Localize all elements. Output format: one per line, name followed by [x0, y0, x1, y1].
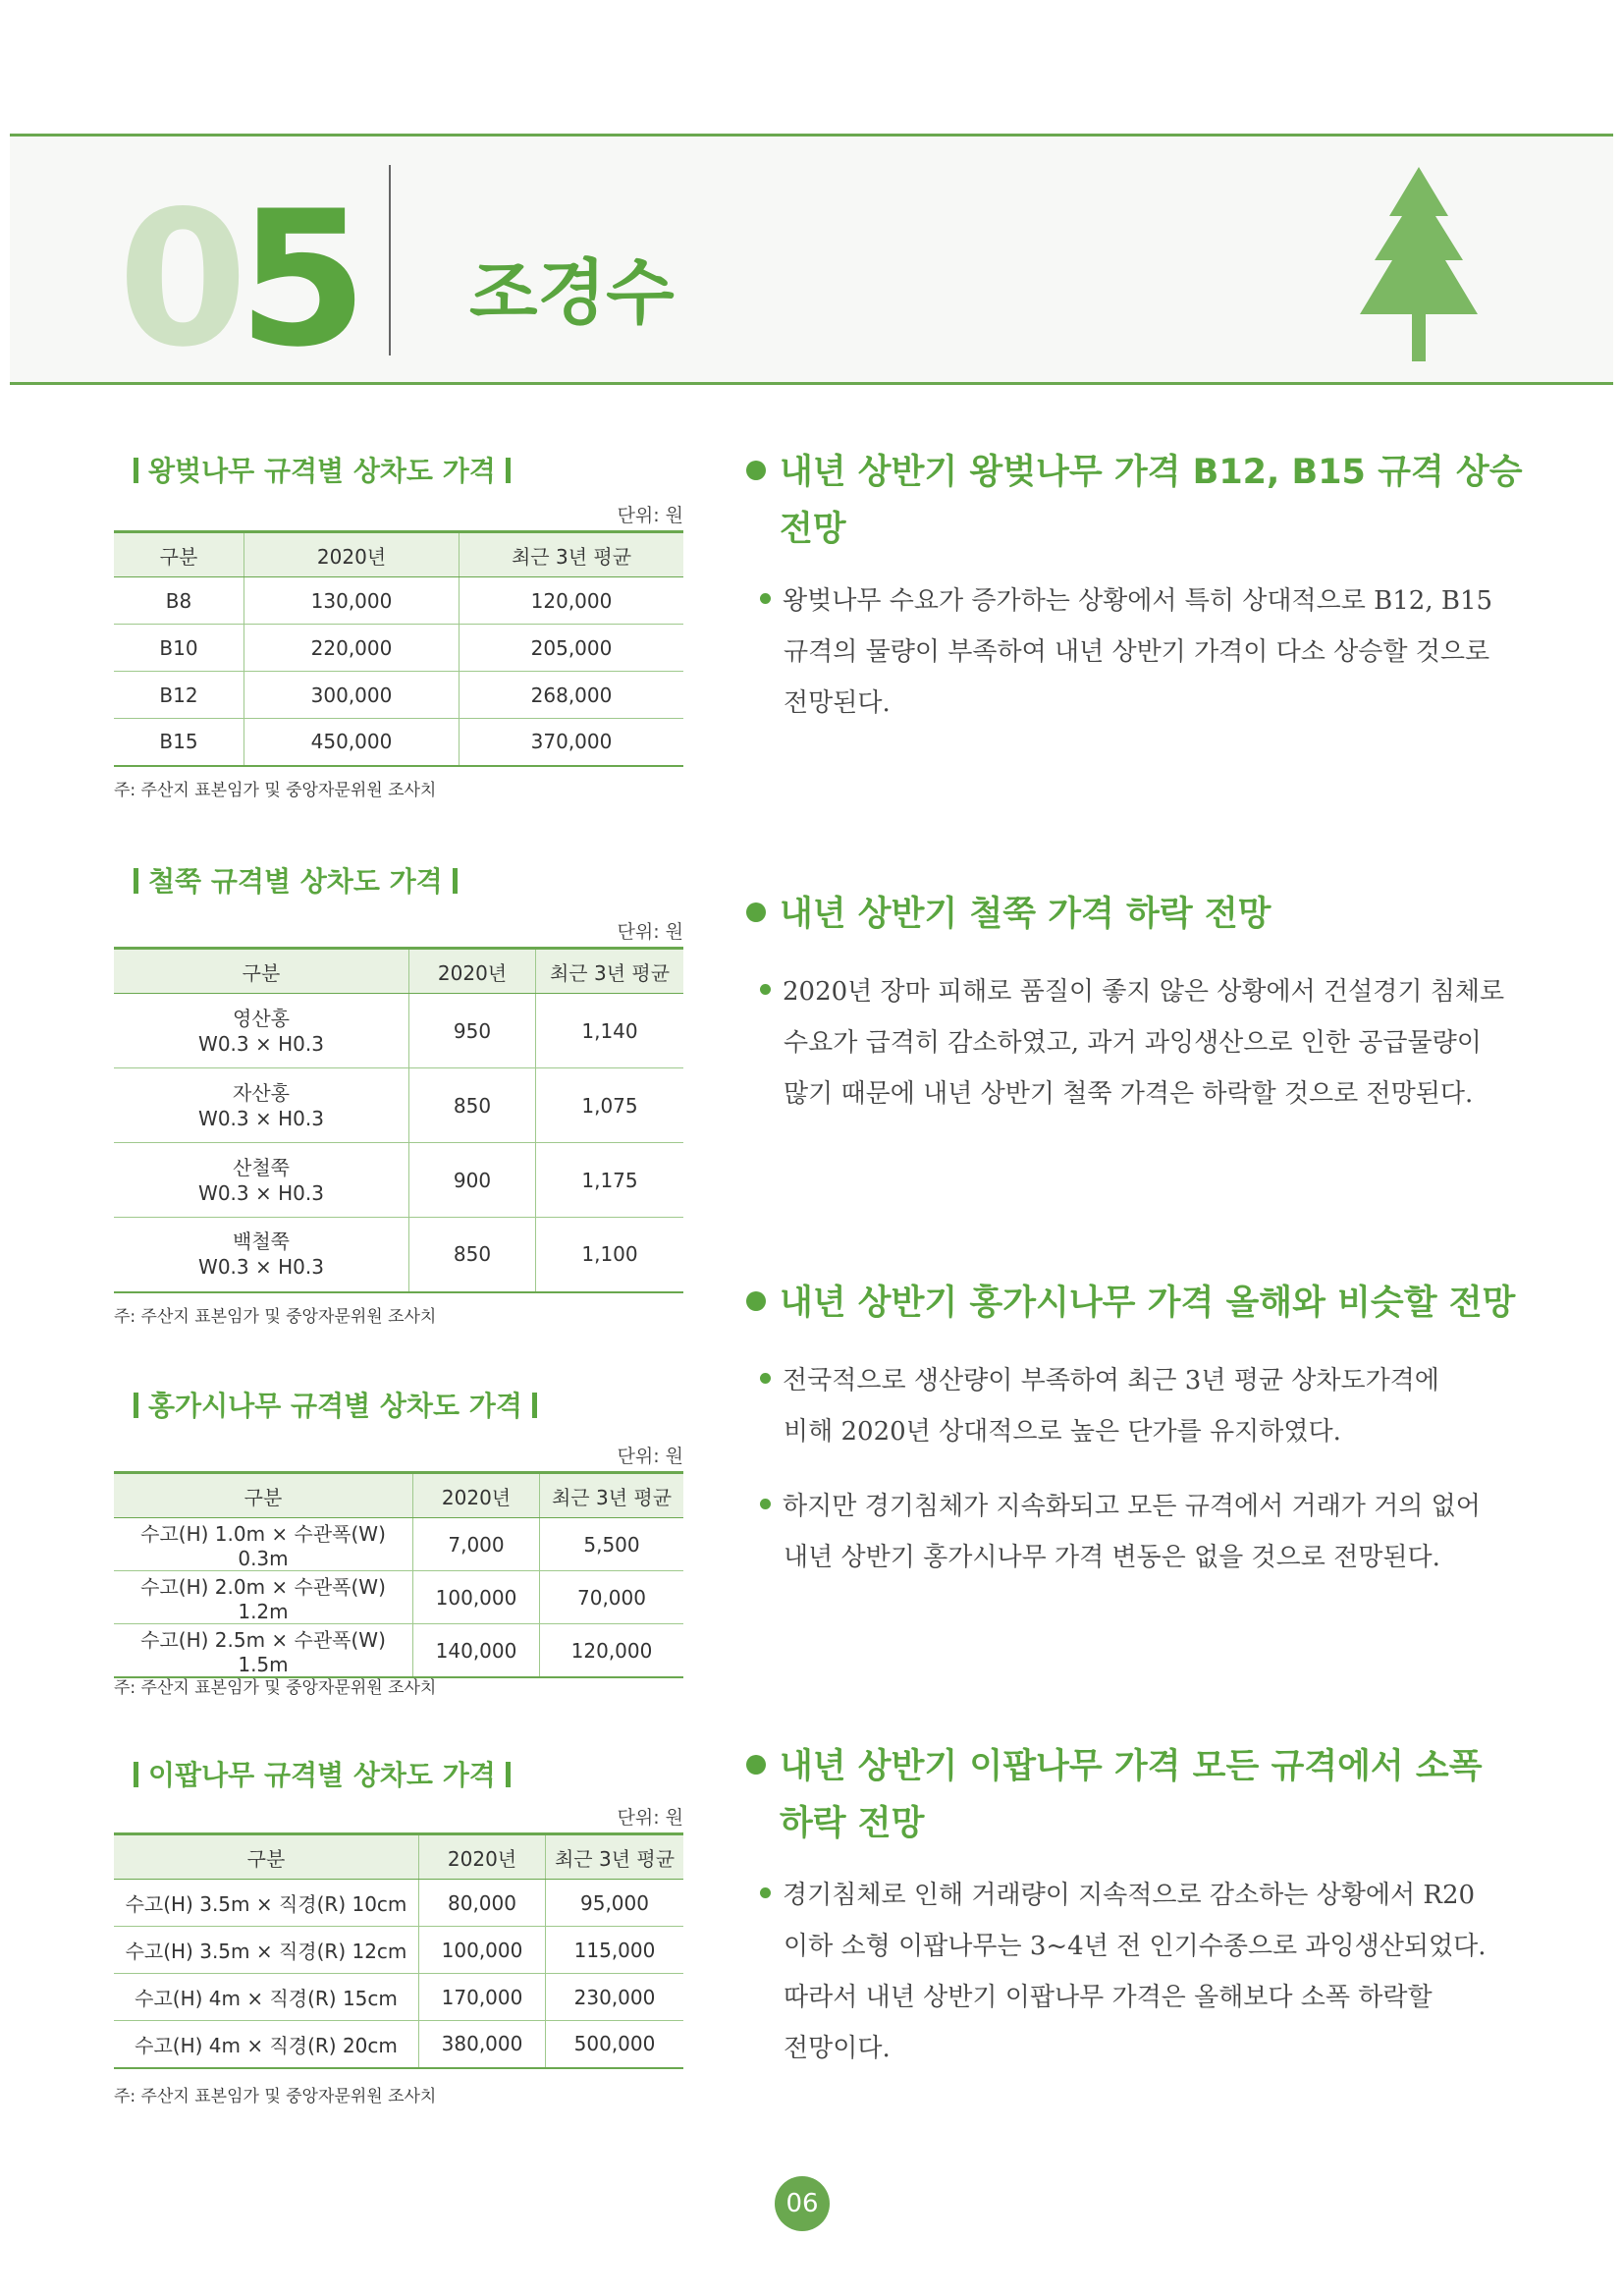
table-title-text: 이팝나무 규격별 상차도 가격: [148, 1759, 496, 1791]
cell-line: 자산홍: [233, 1080, 290, 1105]
table-cell: 500,000: [546, 2021, 684, 2068]
table-cell: 수고(H) 1.0m × 수관폭(W) 0.3m: [114, 1518, 413, 1571]
fringe-tree-price-table: [114, 1832, 683, 2069]
table-cell: 수고(H) 2.5m × 수관폭(W) 1.5m: [114, 1624, 413, 1678]
paragraph-line: 따라서 내년 상반기 이팝나무 가격은 올해보다 소폭 하락할: [784, 1983, 1433, 2012]
cell-line: 산철쭉: [233, 1155, 290, 1179]
paragraph-line: 내년 상반기 홍가시나무 가격 변동은 없을 것으로 전망된다.: [784, 1543, 1440, 1572]
unit-label: 단위: 원: [617, 1807, 683, 1829]
paragraph-line: 왕벚나무 수요가 증가하는 상황에서 특히 상대적으로 B12, B15: [783, 586, 1493, 616]
table-cell: 115,000: [546, 1927, 684, 1974]
forecast-heading-azalea: [746, 886, 1532, 943]
column-header: 2020년: [244, 532, 460, 577]
paragraph-line: 비해 2020년 상대적으로 높은 단가를 유지하였다.: [784, 1417, 1341, 1447]
table-row: [114, 1218, 683, 1292]
table-title-fringe-tree: [124, 1754, 520, 1793]
title-bar-left: [134, 868, 138, 894]
heading-line: 내년 상반기 왕벚나무 가격 B12, B15 규격 상승: [780, 453, 1523, 492]
forecast-heading-cherry: [746, 444, 1532, 558]
table-cell: 1,140: [536, 994, 684, 1068]
title-bar-right: [506, 458, 511, 483]
forecast-paragraph-photinia-2: [760, 1481, 1506, 1583]
table-cell: [114, 1143, 409, 1218]
table-row: [114, 672, 683, 719]
table-row: [114, 1880, 683, 1927]
title-bar-left: [134, 458, 138, 483]
table-row: [114, 1068, 683, 1143]
table-cell: B10: [114, 625, 244, 672]
table-cell: 100,000: [419, 1927, 546, 1974]
azalea-price-table: [114, 947, 683, 1293]
table-cell: 140,000: [413, 1624, 540, 1678]
column-header: 최근 3년 평균: [536, 949, 684, 994]
table-row: [114, 994, 683, 1068]
paragraph-line: 전국적으로 생산량이 부족하여 최근 3년 평균 상차도가격에: [783, 1366, 1439, 1395]
forecast-paragraph-photinia-1: [760, 1355, 1506, 1457]
paragraph-line: 2020년 장마 피해로 품질이 좋지 않은 상황에서 건설경기 침체로: [783, 977, 1505, 1007]
cell-line: W0.3 × H0.3: [198, 1106, 324, 1130]
column-header: 구분: [114, 1473, 413, 1518]
paragraph-line: 많기 때문에 내년 상반기 철쭉 가격은 하락할 것으로 전망된다.: [784, 1079, 1474, 1109]
table-cell: 100,000: [413, 1571, 540, 1624]
table-title-text: 철쭉 규격별 상차도 가격: [148, 865, 443, 898]
table-cell: 1,175: [536, 1143, 684, 1218]
page-number: 06: [775, 2176, 830, 2231]
table-title-text: 왕벚나무 규격별 상차도 가격: [148, 455, 496, 487]
table-cell: 수고(H) 2.0m × 수관폭(W) 1.2m: [114, 1571, 413, 1624]
title-bar-right: [506, 1762, 511, 1787]
forecast-paragraph-azalea: [760, 966, 1506, 1120]
table-cell: 850: [409, 1218, 536, 1292]
cell-line: W0.3 × H0.3: [198, 1255, 324, 1280]
table-cell: 268,000: [460, 672, 684, 719]
table-row: [114, 719, 683, 766]
column-header: 구분: [114, 532, 244, 577]
table-row: [114, 1143, 683, 1218]
table-cell: 80,000: [419, 1880, 546, 1927]
paragraph-line: 규격의 물량이 부족하여 내년 상반기 가격이 다소 상승할 것으로: [784, 637, 1490, 667]
unit-label: 단위: 원: [617, 1446, 683, 1467]
column-header: 최근 3년 평균: [540, 1473, 684, 1518]
forecast-heading-photinia: [746, 1275, 1532, 1332]
table-note: 주: 주산지 표본임가 및 중앙자문위원 조사치: [114, 1307, 437, 1327]
table-header-row: [114, 532, 683, 577]
table-row: [114, 1927, 683, 1974]
table-cell: 170,000: [419, 1974, 546, 2021]
table-cell: 220,000: [244, 625, 460, 672]
table-cell: 수고(H) 3.5m × 직경(R) 10cm: [114, 1880, 419, 1927]
paragraph-line: 하지만 경기침체가 지속화되고 모든 규격에서 거래가 거의 없어: [783, 1492, 1481, 1521]
table-cell: 300,000: [244, 672, 460, 719]
column-header: 2020년: [419, 1834, 546, 1880]
table-cell: [114, 1218, 409, 1292]
chapter-title: 조경수: [469, 251, 675, 334]
photinia-price-table: [114, 1471, 683, 1678]
bullet-dot: [760, 1499, 771, 1509]
table-cell: 95,000: [546, 1880, 684, 1927]
table-title-azalea: [124, 860, 467, 900]
forecast-heading-fringe-tree: [746, 1738, 1532, 1852]
title-bar-right: [453, 868, 458, 894]
paragraph-line: 경기침체로 인해 거래량이 지속적으로 감소하는 상황에서 R20: [783, 1881, 1476, 1910]
table-cell: 5,500: [540, 1518, 684, 1571]
title-bar-left: [134, 1762, 138, 1787]
table-cell: 230,000: [546, 1974, 684, 2021]
table-cell: [114, 1068, 409, 1143]
column-header: 2020년: [413, 1473, 540, 1518]
table-row: [114, 1571, 683, 1624]
table-cell: 950: [409, 994, 536, 1068]
table-cell: 1,075: [536, 1068, 684, 1143]
table-cell: 850: [409, 1068, 536, 1143]
paragraph-line: 수요가 급격히 감소하였고, 과거 과잉생산으로 인한 공급물량이: [784, 1028, 1482, 1058]
table-row: [114, 1974, 683, 2021]
heading-line: 전망: [780, 510, 846, 549]
paragraph-line: 전망된다.: [784, 688, 891, 718]
cell-line: 영산홍: [233, 1006, 290, 1030]
cell-line: W0.3 × H0.3: [198, 1031, 324, 1056]
table-header-row: [114, 949, 683, 994]
table-cell: 450,000: [244, 719, 460, 766]
bullet-dot: [746, 461, 766, 480]
table-cell: 70,000: [540, 1571, 684, 1624]
bullet-dot: [760, 593, 771, 604]
table-cell: 수고(H) 3.5m × 직경(R) 12cm: [114, 1927, 419, 1974]
table-note: 주: 주산지 표본임가 및 중앙자문위원 조사치: [114, 1678, 437, 1698]
bullet-dot: [760, 1373, 771, 1384]
table-cell: 수고(H) 4m × 직경(R) 20cm: [114, 2021, 419, 2068]
table-cell: 수고(H) 4m × 직경(R) 15cm: [114, 1974, 419, 2021]
forecast-paragraph-fringe-tree: [760, 1870, 1506, 2074]
table-cell: 900: [409, 1143, 536, 1218]
column-header: 구분: [114, 949, 409, 994]
table-cell: 130,000: [244, 577, 460, 625]
table-note: 주: 주산지 표본임가 및 중앙자문위원 조사치: [114, 2087, 437, 2106]
heading-line: 하락 전망: [780, 1804, 925, 1843]
paragraph-line: 전망이다.: [784, 2034, 891, 2063]
forecast-paragraph-cherry: [760, 575, 1506, 729]
chapter-number-digit-5: 5: [238, 171, 358, 388]
table-cell: 380,000: [419, 2021, 546, 2068]
cherry-price-table: [114, 530, 683, 767]
table-row: [114, 577, 683, 625]
unit-label: 단위: 원: [617, 505, 683, 526]
title-bar-right: [532, 1393, 537, 1418]
tree-icon: [1355, 167, 1483, 363]
bullet-dot: [760, 1887, 771, 1898]
table-cell: [114, 994, 409, 1068]
table-cell: 205,000: [460, 625, 684, 672]
table-title-text: 홍가시나무 규격별 상차도 가격: [148, 1390, 522, 1422]
column-header: 최근 3년 평균: [460, 532, 684, 577]
cell-line: W0.3 × H0.3: [198, 1180, 324, 1205]
table-cell: B12: [114, 672, 244, 719]
bullet-dot: [746, 1291, 766, 1311]
heading-line: 내년 상반기 철쭉 가격 하락 전망: [780, 895, 1271, 934]
heading-line: 내년 상반기 이팝나무 가격 모든 규격에서 소폭: [780, 1747, 1483, 1786]
table-row: [114, 2021, 683, 2068]
table-cell: 370,000: [460, 719, 684, 766]
table-cell: 120,000: [540, 1624, 684, 1678]
bullet-dot: [746, 1755, 766, 1775]
cell-line: 백철쭉: [233, 1230, 290, 1254]
column-header: 최근 3년 평균: [546, 1834, 684, 1880]
table-row: [114, 1518, 683, 1571]
table-cell: 120,000: [460, 577, 684, 625]
chapter-number: [118, 171, 358, 388]
table-title-photinia: [124, 1385, 547, 1424]
heading-line: 내년 상반기 홍가시나무 가격 올해와 비슷할 전망: [780, 1284, 1516, 1323]
unit-label: 단위: 원: [617, 921, 683, 943]
table-header-row: [114, 1834, 683, 1880]
header-divider: [389, 165, 391, 355]
paragraph-line: 이하 소형 이팝나무는 3~4년 전 인기수종으로 과잉생산되었다.: [784, 1932, 1487, 1961]
title-bar-left: [134, 1393, 138, 1418]
table-cell: 7,000: [413, 1518, 540, 1571]
table-header-row: [114, 1473, 683, 1518]
column-header: 구분: [114, 1834, 419, 1880]
table-cell: 1,100: [536, 1218, 684, 1292]
table-row: [114, 625, 683, 672]
table-cell: B8: [114, 577, 244, 625]
column-header: 2020년: [409, 949, 536, 994]
table-cell: B15: [114, 719, 244, 766]
table-row: [114, 1624, 683, 1678]
table-note: 주: 주산지 표본임가 및 중앙자문위원 조사치: [114, 781, 437, 800]
bullet-dot: [746, 902, 766, 922]
table-title-cherry: [124, 450, 520, 489]
bullet-dot: [760, 984, 771, 995]
chapter-number-digit-0: 0: [118, 171, 239, 388]
